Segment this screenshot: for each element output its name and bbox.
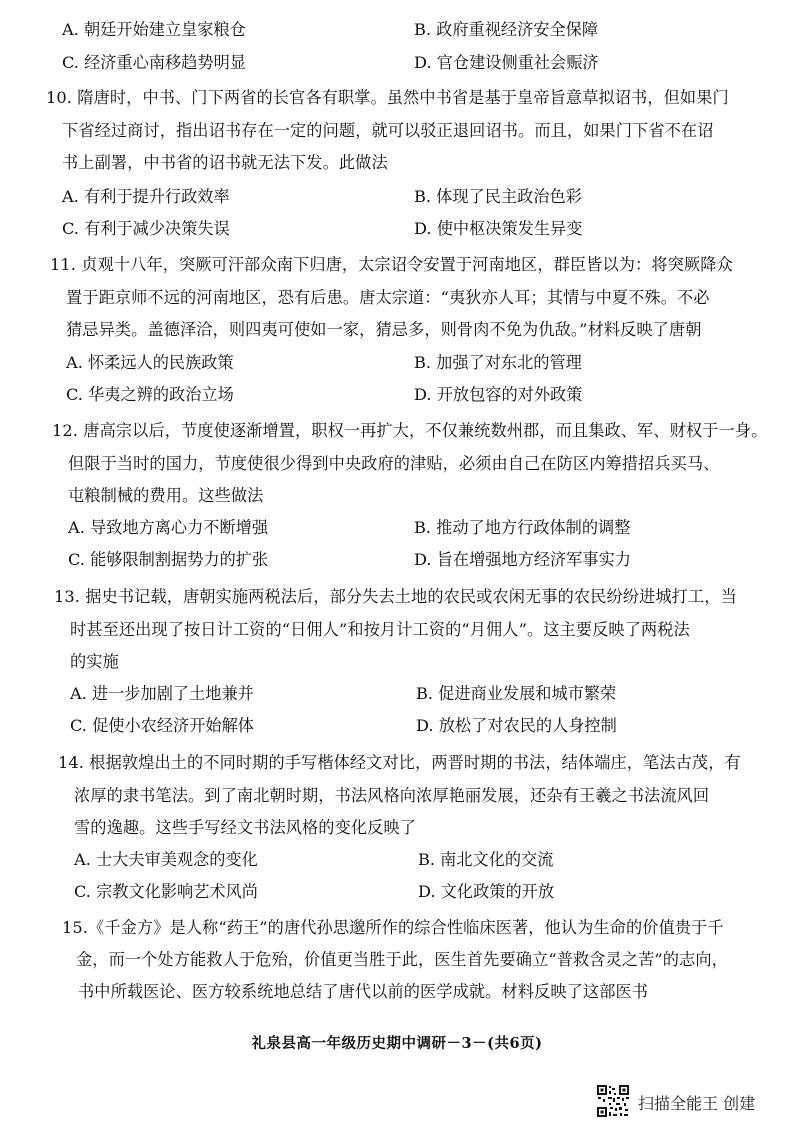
q11-option-d: D. 开放包容的对外政策 xyxy=(414,385,583,404)
q12-option-d: D. 旨在增强地方经济军事实力 xyxy=(414,550,631,569)
q12-stem-line1: 12. 唐高宗以后，节度使逐渐增置，职权一再扩大，不仅兼统数州郡，而且集政、军、财权于一身。 xyxy=(52,421,768,440)
q13-stem-line1: 13. 据史书记载，唐朝实施两税法后，部分失去土地的农民或农闲无事的农民纷纷进城打工，当 xyxy=(54,587,737,606)
watermark-text: 扫描全能王 创建 xyxy=(638,1094,756,1113)
q13-stem-line2: 时甚至还出现了按日计工资的“日佣人”和按月计工资的“月佣人”。这主要反映了两税法 xyxy=(70,620,690,639)
q15-stem-line2: 金，而一个处方能救人于危殆，价值更当胜于此，医生首先要确立“普救含灵之苦”的志向， xyxy=(76,950,728,969)
q14-option-c: C. 宗教文化影响艺术风尚 xyxy=(74,882,258,901)
q11-stem-line2: 置于距京师不远的河南地区，恐有后患。唐太宗道：“夷狄亦人耳；其情与中夏不殊。不必 xyxy=(66,288,710,307)
q10-option-b: B. 体现了民主政治色彩 xyxy=(414,187,582,206)
page-footer: 礼泉县高一年级历史期中调研－3－(共6页) xyxy=(251,1035,543,1052)
q13-option-d: D. 放松了对农民的人身控制 xyxy=(416,716,617,735)
q12-stem-line3: 屯粮制械的费用。这些做法 xyxy=(68,486,264,505)
q13-stem-line3: 的实施 xyxy=(70,652,119,671)
q10-option-c: C. 有利于减少决策失误 xyxy=(62,219,230,238)
q11-stem-line3: 猜忌异类。盖德泽洽，则四夷可使如一家，猜忌多，则骨肉不免为仇敌。”材料反映了唐朝 xyxy=(66,320,702,339)
q10-stem-line2: 下省经过商讨，指出诏书存在一定的问题，就可以驳正退回诏书。而且，如果门下省不在诏 xyxy=(62,121,714,140)
qr-code-icon xyxy=(596,1084,630,1118)
q9-option-a: A. 朝廷开始建立皇家粮仓 xyxy=(62,20,246,39)
q14-option-d: D. 文化政策的开放 xyxy=(418,882,555,901)
q14-option-b: B. 南北文化的交流 xyxy=(418,850,554,869)
q10-option-a: A. 有利于提升行政效率 xyxy=(62,187,230,206)
q9-option-b: B. 政府重视经济安全保障 xyxy=(414,20,599,39)
q12-stem-line2: 但限于当时的国力，节度使很少得到中央政府的津贴，必须由自己在防区内筹措招兵买马、 xyxy=(68,454,720,473)
q11-option-a: A. 怀柔远人的民族政策 xyxy=(66,353,234,372)
q11-option-c: C. 华夷之辨的政治立场 xyxy=(66,385,234,404)
q10-option-d: D. 使中枢决策发生异变 xyxy=(414,219,583,238)
q14-stem-line1: 14. 根据敦煌出土的不同时期的手写楷体经文对比，两晋时期的书法，结体端庄，笔法古茂，有 xyxy=(58,753,741,772)
q14-stem-line2: 浓厚的隶书笔法。到了南北朝时期，书法风格向浓厚艳丽发展，还杂有王羲之书法流风回 xyxy=(74,786,710,805)
q15-stem-line1: 15.《千金方》是人称“药王”的唐代孙思邈所作的综合性临床医著，他认为生命的价值贵于千 xyxy=(62,918,724,937)
q12-option-b: B. 推动了地方行政体制的调整 xyxy=(414,518,631,537)
q11-option-b: B. 加强了对东北的管理 xyxy=(414,353,582,372)
q11-stem-line1: 11. 贞观十八年，突厥可汗部众南下归唐，太宗诏令安置于河南地区，群臣皆以为：将突厥降众 xyxy=(50,255,733,274)
q12-option-a: A. 导致地方离心力不断增强 xyxy=(68,518,269,537)
q10-stem-line3: 书上副署，中书省的诏书就无法下发。此做法 xyxy=(62,153,388,172)
q9-option-c: C. 经济重心南移趋势明显 xyxy=(62,53,246,72)
q14-option-a: A. 士大夫审美观念的变化 xyxy=(74,850,258,869)
q9-option-d: D. 官仓建设侧重社会赈济 xyxy=(414,53,599,72)
q13-option-c: C. 促使小农经济开始解体 xyxy=(70,716,254,735)
q13-option-a: A. 进一步加剧了土地兼并 xyxy=(70,684,254,703)
q14-stem-line3: 雪的逸趣。这些手写经文书法风格的变化反映了 xyxy=(74,818,417,837)
q12-option-c: C. 能够限制割据势力的扩张 xyxy=(68,550,269,569)
q10-stem-line1: 10. 隋唐时，中书、门下两省的长官各有职掌。虽然中书省是基于皇帝旨意草拟诏书，但如果门 xyxy=(46,88,729,107)
q15-stem-line3: 书中所载医论、医方较系统地总结了唐代以前的医学成就。材料反映了这部医书 xyxy=(78,982,649,1001)
q13-option-b: B. 促进商业发展和城市繁荣 xyxy=(416,684,617,703)
